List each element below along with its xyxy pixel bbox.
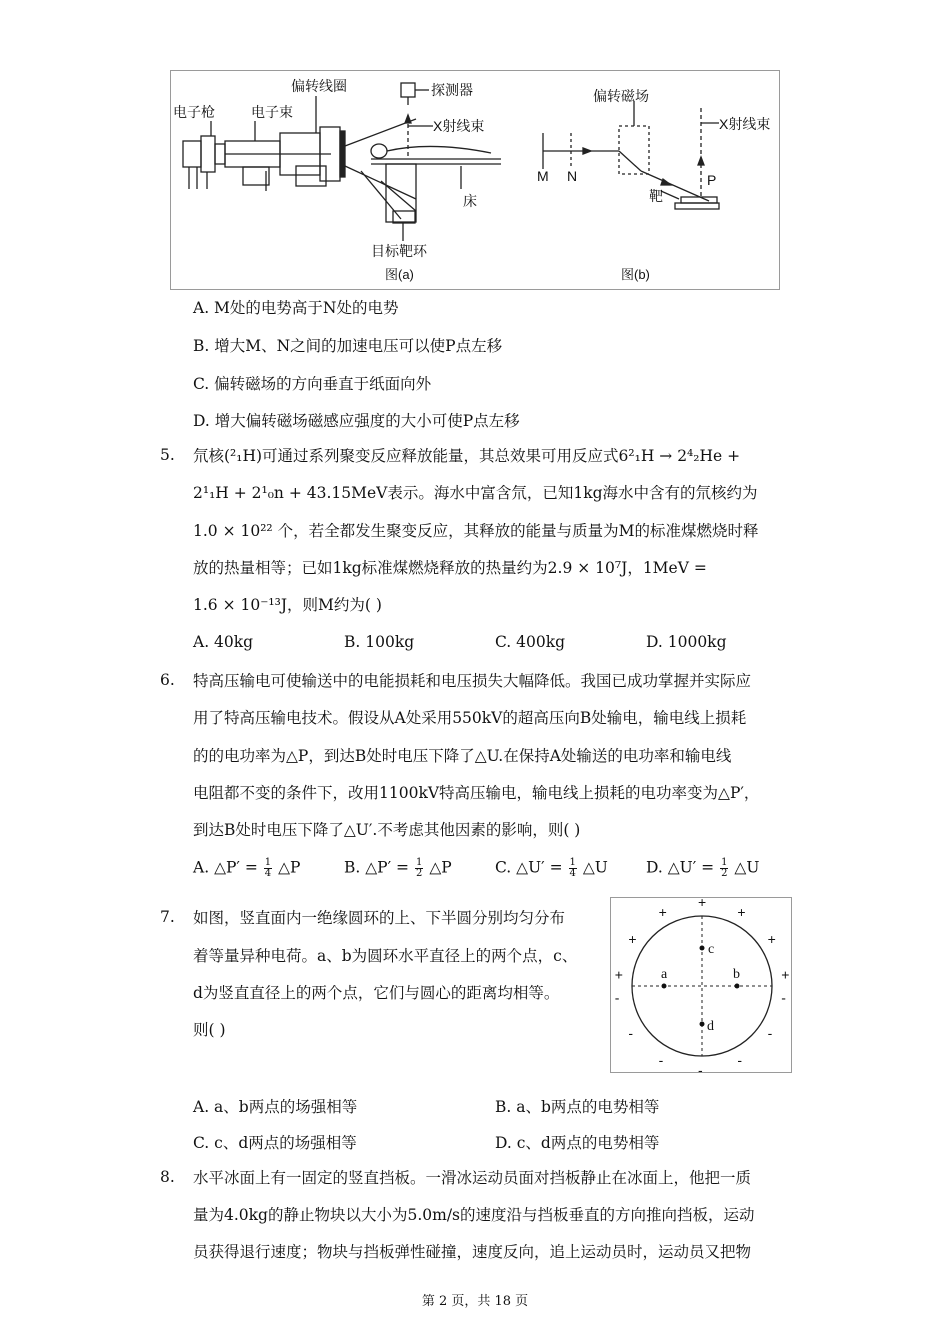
q7-line-2: 着等量异种电荷。a、b为圆环水平直径上的两个点，c、: [193, 947, 578, 965]
label-xray-beam-b: X射线束: [719, 116, 771, 132]
q7-line-4: 则( ): [193, 1021, 226, 1039]
q7-number: 7.: [160, 908, 175, 926]
figure-electron-beam: [170, 70, 780, 290]
q6-option-d: D. △U′ = $\frac{1}{2}$ △U: [646, 857, 760, 879]
q8-number: 8.: [160, 1168, 175, 1186]
q6-option-c: C. △U′ = $\frac{1}{4}$ △U: [495, 857, 608, 879]
q5-option-a: A. 40kg: [193, 633, 254, 651]
ring-charge-sign: -: [698, 1062, 703, 1072]
q4-option-b: B. 增大M、N之间的加速电压可以使P点左移: [193, 337, 503, 355]
label-p: P: [707, 172, 717, 188]
caption-figure-b: 图(b): [621, 267, 650, 282]
q5-line-4: 放的热量相等；已如1kg标准煤燃烧释放的热量约为2.9 × 10⁷J，1MeV =: [193, 559, 707, 577]
label-deflection-field: 偏转磁场: [593, 88, 649, 104]
q7-option-b: B. a、b两点的电势相等: [495, 1098, 660, 1116]
q4-option-a: A. M处的电势高于N处的电势: [193, 299, 399, 317]
q8-line-3: 员获得退行速度；物块与挡板弹性碰撞，速度反向，追上运动员时，运动员又把物: [193, 1243, 752, 1261]
q5-option-d: D. 1000kg: [646, 633, 727, 651]
ring-label-d: d: [707, 1019, 714, 1034]
label-electron-gun: 电子枪: [173, 104, 215, 120]
q5-line-1: 氘核(²₁H)可通过系列聚变反应释放能量，其总效果可用反应式6²₁H → 2⁴₂He +: [193, 447, 741, 465]
q5-option-b: B. 100kg: [344, 633, 415, 651]
page-footer: 第 2 页，共 18 页: [421, 1294, 529, 1309]
q7-line-3: d为竖直直径上的两个点，它们与圆心的距离均相等。: [193, 984, 560, 1002]
ring-label-c: c: [708, 942, 715, 957]
q5-option-c: C. 400kg: [495, 633, 566, 651]
label-xray-beam-a: X射线束: [433, 118, 485, 134]
ring-charge-sign: +: [698, 898, 707, 910]
ring-charge-sign: -: [781, 989, 786, 1006]
q5-number: 5.: [160, 446, 175, 464]
q6-option-b: B. △P′ = $\frac{1}{2}$ △P: [344, 857, 452, 879]
figure-charged-ring: [610, 897, 792, 1073]
electron-beam-diagram: [171, 71, 779, 289]
q4-option-c: C. 偏转磁场的方向垂直于纸面向外: [193, 375, 432, 393]
ring-label-b: b: [733, 967, 740, 982]
label-n: N: [567, 168, 578, 184]
q6-line-3: 的的电功率为△P，到达B处时电压下降了△U.在保持A处输送的电功率和输电线: [193, 747, 732, 765]
ring-charge-sign: -: [767, 1025, 773, 1041]
ring-charge-sign: +: [767, 931, 776, 947]
q5-line-5: 1.6 × 10⁻¹³J，则M约为( ): [193, 596, 382, 614]
caption-figure-a: 图(a): [385, 267, 414, 282]
q6-line-4: 电阻都不变的条件下，改用1100kV特高压输电，输电线上损耗的电功率变为△P′，: [193, 784, 760, 802]
ring-charge-sign: -: [628, 1025, 634, 1041]
q6-option-a: A. △P′ = $\frac{1}{4}$ △P: [193, 857, 301, 879]
q7-option-d: D. c、d两点的电势相等: [495, 1134, 660, 1152]
ring-charge-sign: -: [614, 989, 620, 1006]
q6-line-1: 特高压输电可使输送中的电能损耗和电压损失大幅降低。我国已成功掌握并实际应: [193, 672, 752, 690]
q6-line-2: 用了特高压输电技术。假设从A处采用550kV的超高压向B处输电，输电线上损耗: [193, 709, 747, 727]
label-detector: 探测器: [431, 82, 473, 98]
ring-charge-sign: +: [737, 903, 746, 920]
q8-line-2: 量为4.0kg的静止物块以大小为5.0m/s的速度沿与挡板垂直的方向推向挡板，运动: [193, 1206, 755, 1224]
label-electron-beam: 电子束: [251, 104, 293, 120]
label-target: 靶: [649, 188, 663, 204]
q8-line-1: 水平冰面上有一固定的竖直挡板。一滑冰运动员面对挡板静止在冰面上，他把一质: [193, 1169, 752, 1187]
ring-charge-sign: -: [658, 1052, 664, 1069]
label-target-ring: 目标靶环: [371, 243, 427, 259]
q6-number: 6.: [160, 671, 175, 689]
q7-option-c: C. c、d两点的场强相等: [193, 1134, 357, 1152]
q5-line-3: 1.0 × 10²² 个，若全都发生聚变反应，其释放的能量与质量为M的标准煤燃烧时释: [193, 522, 759, 540]
q5-line-2: 2¹₁H + 2¹₀n + 43.15MeV表示。海水中富含氘，已知1kg海水中含有的氘核约为: [193, 484, 758, 502]
q4-option-d: D. 增大偏转磁场磁感应强度的大小可使P点左移: [193, 412, 520, 430]
ring-charge-sign: +: [628, 931, 637, 947]
ring-charge-sign: +: [781, 966, 790, 983]
label-m: M: [537, 168, 549, 184]
charged-ring-diagram: [611, 898, 791, 1072]
label-deflection-coil: 偏转线圈: [291, 78, 347, 94]
ring-charge-sign: +: [614, 966, 623, 983]
q7-option-a: A. a、b两点的场强相等: [193, 1098, 358, 1116]
label-bed: 床: [463, 193, 477, 209]
ring-label-a: a: [661, 967, 668, 982]
q6-line-5: 到达B处时电压下降了△U′.不考虑其他因素的影响，则( ): [193, 821, 581, 839]
ring-charge-sign: -: [737, 1052, 743, 1069]
ring-charge-sign: +: [658, 903, 667, 920]
q7-line-1: 如图，竖直面内一绝缘圆环的上、下半圆分别均匀分布: [193, 909, 566, 927]
